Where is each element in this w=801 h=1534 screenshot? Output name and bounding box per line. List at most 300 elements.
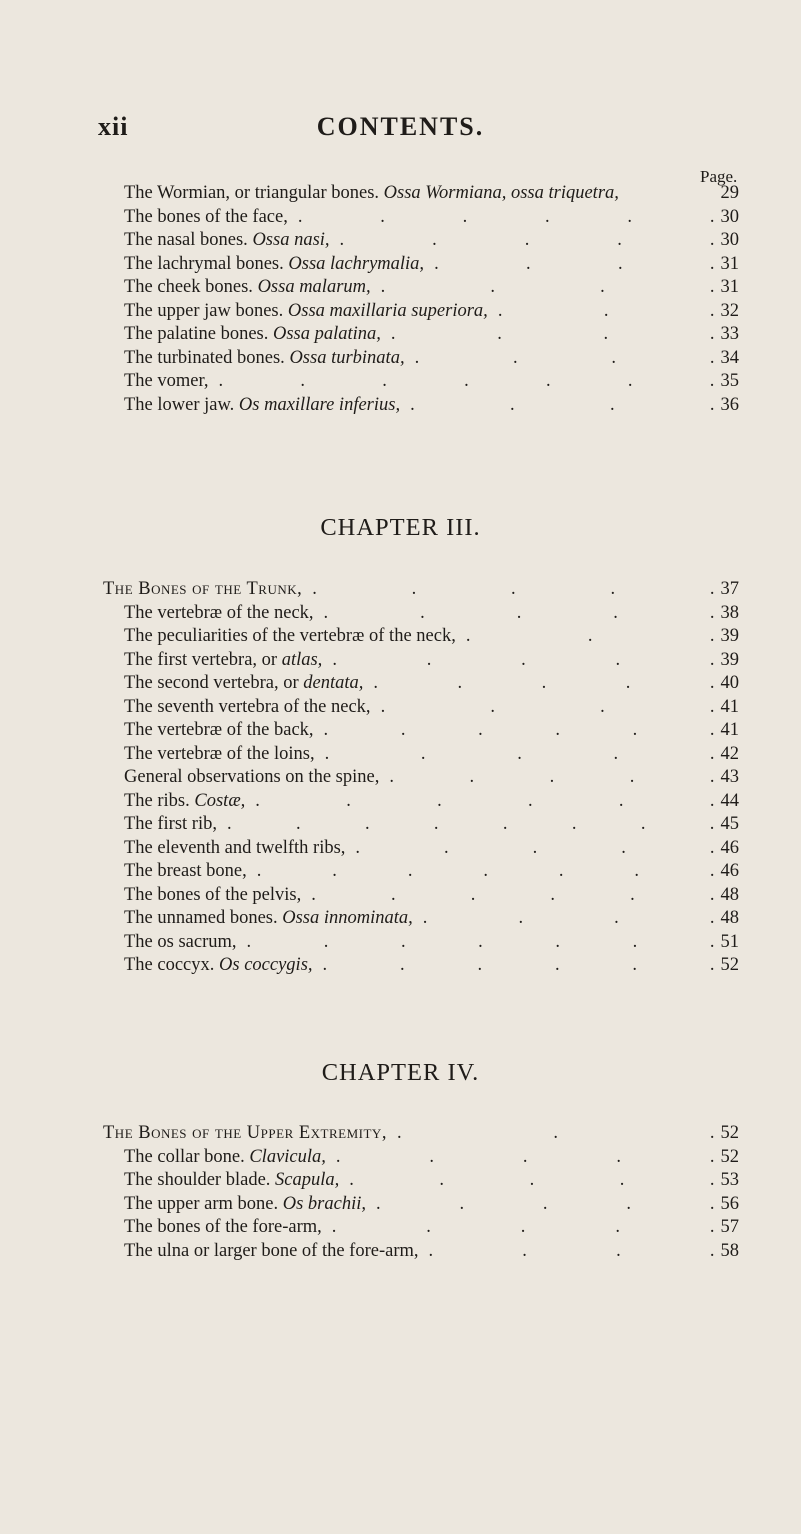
leader-dot: . — [626, 1193, 632, 1214]
contents-entry — [0, 672, 801, 696]
leader-dots — [255, 790, 714, 814]
leader-dot: . — [390, 884, 396, 905]
entry-page-number: 34 — [720, 347, 739, 368]
entry-page-number: 41 — [720, 696, 739, 717]
entry-title — [124, 860, 247, 884]
entry-title-text: The ulna or larger bone of the fore-arm, — [124, 1240, 419, 1261]
leader-dot: . — [346, 790, 351, 811]
entry-title-text: The shoulder blade. — [124, 1170, 276, 1190]
leader-dot: . — [709, 955, 715, 975]
contents-entry — [0, 300, 801, 324]
leader-dot: . — [462, 206, 468, 227]
leader-dots — [373, 672, 714, 696]
leader-dot: . — [400, 931, 406, 952]
leader-dot: . — [542, 1193, 548, 1214]
leader-dot: . — [429, 1146, 435, 1167]
entry-page-number: 42 — [720, 743, 739, 764]
leader-dot: . — [227, 814, 232, 834]
leader-dot: . — [546, 371, 551, 391]
entry-page-number: 48 — [720, 884, 739, 905]
leader-dot: . — [709, 814, 715, 834]
entry-title — [124, 602, 314, 626]
leader-dot: . — [709, 837, 715, 858]
contents-entry — [0, 813, 801, 837]
leader-dot: . — [339, 230, 345, 250]
entry-latin-name: Ossa palatina, — [272, 324, 381, 344]
leader-dot: . — [709, 1217, 715, 1237]
leader-dot: . — [627, 206, 633, 227]
entry-title-text: The lachrymal bones. — [124, 253, 289, 274]
leader-dot: . — [532, 837, 538, 858]
entry-page-number: 43 — [720, 767, 739, 787]
entry-page-number: 37 — [720, 579, 739, 599]
leader-dot: . — [603, 300, 609, 321]
leader-dot: . — [709, 277, 715, 297]
leader-dots — [355, 837, 714, 861]
leader-dots — [219, 370, 715, 394]
contents-section-chapter-3 — [0, 578, 801, 978]
entry-title — [124, 300, 488, 324]
leader-dot: . — [709, 1170, 715, 1190]
leader-dot: . — [709, 790, 715, 811]
entry-page-number: 33 — [720, 324, 739, 344]
leader-dot: . — [632, 720, 638, 740]
entry-title-text: The nasal bones. — [124, 230, 253, 250]
leader-dot: . — [709, 206, 715, 227]
leader-dot: . — [709, 720, 715, 740]
entry-title — [124, 206, 288, 230]
leader-dot: . — [524, 230, 530, 250]
leader-dot: . — [428, 1240, 434, 1261]
leader-dots — [332, 649, 714, 673]
contents-entry — [0, 649, 801, 673]
leader-dot: . — [478, 931, 483, 952]
leader-dots — [391, 323, 715, 347]
entry-page-number: 51 — [720, 931, 739, 952]
leader-dot: . — [709, 253, 715, 274]
entry-title-text: The vomer, — [124, 371, 209, 391]
entry-page-number: 31 — [720, 277, 739, 297]
contents-entry — [0, 625, 801, 649]
entry-title — [124, 370, 209, 394]
leader-dot: . — [516, 602, 522, 623]
leader-dot: . — [709, 602, 715, 623]
entry-title-text: The ribs. — [124, 790, 195, 811]
leader-dot: . — [610, 579, 616, 599]
leader-dot: . — [522, 1146, 528, 1167]
leader-dot: . — [517, 743, 522, 764]
entry-title — [124, 276, 371, 300]
entry-title-text: The upper arm bone. — [124, 1193, 283, 1214]
leader-dot: . — [255, 790, 260, 811]
entry-title-text: The vertebræ of the neck, — [124, 602, 314, 623]
leader-dot: . — [709, 579, 715, 599]
leader-dot: . — [311, 884, 316, 905]
leader-dots — [397, 1122, 715, 1146]
leader-dot: . — [464, 371, 469, 391]
leader-dot: . — [545, 206, 550, 227]
contents-entry — [0, 182, 801, 206]
entry-latin-name: Os brachii, — [282, 1193, 366, 1214]
entry-latin-name: Clavicula, — [249, 1146, 326, 1167]
entry-page-number: 35 — [720, 371, 739, 391]
contents-heading-row — [0, 1122, 801, 1146]
leader-dot: . — [709, 1146, 715, 1167]
leader-dot: . — [709, 884, 715, 905]
leader-dots — [247, 931, 715, 955]
entry-page-number: 30 — [720, 230, 739, 250]
entry-title — [124, 813, 217, 837]
entry-title-text: The bones of the fore-arm, — [124, 1217, 322, 1237]
contents-entry — [0, 860, 801, 884]
leader-dots — [389, 766, 714, 790]
leader-dot: . — [611, 347, 617, 368]
leader-dot: . — [709, 300, 715, 321]
entry-page-number: 40 — [720, 673, 739, 693]
leader-dot: . — [459, 1193, 465, 1214]
leader-dot: . — [470, 884, 476, 905]
leader-dot: . — [312, 579, 317, 599]
entry-page-number: 30 — [720, 206, 739, 227]
leader-dots — [312, 578, 714, 602]
contents-entry — [0, 394, 801, 418]
leader-dot: . — [526, 253, 531, 274]
contents-section-bones-of-head — [0, 182, 801, 417]
leader-dot: . — [335, 1146, 341, 1167]
leader-dot: . — [502, 814, 508, 834]
entry-page-number: 56 — [720, 1193, 739, 1214]
leader-dot: . — [615, 1217, 620, 1237]
leader-dot: . — [422, 908, 428, 928]
contents-entry — [0, 743, 801, 767]
entry-title-text: The palatine bones. — [124, 324, 273, 344]
entry-page-number: 38 — [720, 602, 739, 623]
contents-entry — [0, 766, 801, 790]
entry-title — [124, 719, 314, 743]
leader-dots — [311, 884, 714, 908]
leader-dot: . — [709, 626, 715, 646]
leader-dots — [324, 719, 715, 743]
contents-entry — [0, 1240, 801, 1264]
leader-dot: . — [518, 908, 524, 928]
leader-dot: . — [400, 720, 406, 740]
entry-title — [124, 696, 371, 720]
leader-dot: . — [380, 206, 385, 227]
leader-dot: . — [616, 1146, 621, 1167]
leader-dot: . — [380, 696, 386, 717]
leader-dot: . — [709, 861, 715, 881]
leader-dot: . — [433, 814, 439, 834]
leader-dot: . — [629, 767, 635, 787]
leader-dot: . — [297, 206, 303, 227]
leader-dot: . — [520, 1217, 526, 1237]
leader-dot: . — [483, 861, 488, 881]
leader-dot: . — [400, 955, 405, 975]
entry-latin-name: Ossa innominata, — [282, 908, 413, 928]
leader-dots — [498, 300, 715, 324]
leader-dot: . — [613, 743, 619, 764]
leader-dot: . — [709, 1240, 715, 1261]
entry-title — [124, 1193, 366, 1217]
leader-dot: . — [426, 1217, 431, 1237]
leader-dot: . — [444, 837, 449, 858]
entry-title — [124, 625, 456, 649]
entry-page-number: 32 — [720, 300, 739, 321]
entry-title-text: The coccyx. — [124, 955, 220, 975]
leader-dot: . — [410, 394, 415, 415]
leader-dots — [376, 1193, 715, 1217]
entry-page-number: 39 — [720, 649, 739, 670]
leader-dot: . — [373, 673, 379, 693]
leader-dot: . — [324, 743, 330, 764]
leader-dot: . — [510, 394, 515, 415]
entry-title-text: The bones of the face, — [124, 206, 288, 227]
contents-entry — [0, 837, 801, 861]
entry-title-text: The turbinated bones. — [124, 347, 290, 368]
leader-dot: . — [709, 347, 715, 368]
entry-title — [124, 1216, 322, 1240]
entry-title — [124, 182, 619, 206]
entry-title — [124, 884, 301, 908]
page-column-label: Page. — [700, 167, 738, 186]
entry-title — [124, 1146, 326, 1170]
leader-dots — [415, 347, 715, 371]
entry-latin-name: Ossa maxillaria superiora, — [287, 300, 488, 321]
entry-page-number: 46 — [720, 837, 739, 858]
entry-title-text: The os sacrum, — [124, 931, 237, 952]
page-header — [0, 112, 801, 152]
entry-latin-name: Ossa lachrymalia, — [288, 253, 425, 274]
entry-page-number: 45 — [720, 814, 739, 834]
leader-dot: . — [627, 371, 633, 391]
leader-dot: . — [323, 720, 329, 740]
leader-dot: . — [709, 743, 715, 764]
leader-dot: . — [634, 861, 639, 881]
entry-title-text: The collar bone. — [124, 1146, 250, 1167]
leader-dot: . — [469, 767, 475, 787]
leader-dot: . — [322, 955, 328, 975]
leader-dot: . — [396, 1123, 402, 1143]
leader-dot: . — [513, 347, 518, 368]
leader-dot: . — [554, 955, 560, 975]
leader-dot: . — [457, 673, 463, 693]
entry-latin-name: Os maxillare inferius, — [238, 394, 401, 415]
leader-dot: . — [382, 371, 387, 391]
leader-dot: . — [630, 884, 635, 905]
entry-title — [124, 766, 379, 790]
leader-dots — [349, 1169, 714, 1193]
leader-dot: . — [390, 324, 396, 344]
leader-dot: . — [709, 908, 715, 928]
leader-dot: . — [478, 720, 483, 740]
leader-dot: . — [553, 1123, 559, 1143]
leader-dot: . — [609, 394, 615, 415]
entry-page-number: 52 — [720, 1123, 739, 1143]
entry-latin-name: Ossa turbinata, — [289, 347, 405, 368]
entry-latin-name: Ossa Wormiana, ossa triquetra, — [383, 183, 619, 203]
entry-page-number: 39 — [720, 626, 739, 646]
contents-entry — [0, 954, 801, 978]
leader-dot: . — [614, 908, 619, 928]
entry-title — [124, 931, 237, 955]
leader-dot: . — [615, 649, 621, 670]
leader-dot: . — [380, 277, 386, 297]
entry-title-text: The bones of the pelvis, — [124, 884, 302, 905]
entry-title — [124, 672, 363, 696]
leader-dots — [298, 206, 715, 230]
chapter-3-title: CHAPTER III. — [320, 514, 481, 541]
entry-latin-name: Os coccygis, — [219, 955, 313, 975]
entry-title — [124, 347, 405, 371]
leader-dot: . — [709, 1193, 715, 1214]
entry-title-text: General observations on the spine, — [124, 767, 380, 787]
leader-dot: . — [549, 767, 555, 787]
entry-title-text: The eleventh and twelfth ribs, — [124, 837, 346, 858]
leader-dot: . — [295, 814, 301, 834]
leader-dot: . — [541, 673, 547, 693]
entry-title — [124, 837, 345, 861]
leader-dot: . — [414, 347, 420, 368]
entry-title — [124, 1169, 339, 1193]
leader-dot: . — [407, 861, 413, 881]
contents-entry — [0, 347, 801, 371]
leader-dots — [381, 696, 715, 720]
leader-dot: . — [439, 1170, 445, 1190]
leader-dots — [381, 276, 715, 300]
leader-dot: . — [709, 696, 715, 717]
entry-title — [124, 649, 322, 673]
leader-dot: . — [375, 1193, 381, 1214]
contents-entry — [0, 323, 801, 347]
leader-dot: . — [497, 324, 502, 344]
entry-page-number: 46 — [720, 861, 739, 881]
entry-title — [103, 1122, 387, 1146]
entry-title-text: The cheek bones. — [124, 277, 258, 297]
leader-dots — [466, 625, 715, 649]
entry-latin-name: Scapula, — [275, 1170, 340, 1190]
leader-dot: . — [709, 1123, 715, 1143]
entry-latin-name: atlas, — [281, 649, 323, 670]
contents-entry — [0, 276, 801, 300]
leader-dot: . — [437, 790, 442, 811]
entry-title-text: The lower jaw. — [124, 394, 239, 415]
entry-title — [124, 1240, 419, 1264]
leader-dot: . — [621, 837, 626, 858]
leader-dot: . — [558, 861, 564, 881]
entry-page-number: 52 — [720, 1146, 739, 1167]
contents-entry — [0, 1216, 801, 1240]
leader-dots — [434, 253, 714, 277]
contents-heading-row — [0, 578, 801, 602]
contents-entry — [0, 790, 801, 814]
entry-page-number: 52 — [720, 955, 739, 975]
leader-dot: . — [522, 1240, 527, 1261]
entry-title — [124, 954, 313, 978]
leader-dots — [336, 1146, 715, 1170]
leader-dot: . — [521, 649, 526, 670]
leader-dot: . — [550, 884, 556, 905]
leader-dots — [323, 954, 715, 978]
leader-dot: . — [364, 814, 370, 834]
contents-entry — [0, 719, 801, 743]
entry-latin-name: Ossa malarum, — [257, 277, 371, 297]
leader-dot: . — [617, 230, 622, 250]
leader-dot: . — [571, 814, 577, 834]
leader-dots — [423, 907, 715, 931]
leader-dot: . — [389, 767, 394, 787]
leader-dots — [410, 394, 714, 418]
leader-dot: . — [426, 649, 432, 670]
leader-dot: . — [587, 626, 593, 646]
leader-dot: . — [497, 300, 503, 321]
leader-dot: . — [331, 1217, 337, 1237]
contents-entry — [0, 884, 801, 908]
entry-title — [124, 229, 330, 253]
entry-page-number: 36 — [720, 394, 739, 415]
entry-page-number: 48 — [720, 908, 739, 928]
entry-page-number: 41 — [720, 720, 739, 740]
entry-title — [124, 907, 413, 931]
entry-title-text: The upper jaw bones. — [124, 300, 288, 321]
leader-dot: . — [432, 230, 437, 250]
entry-title-text: The first rib, — [124, 814, 217, 834]
leader-dots — [227, 813, 715, 837]
entry-title — [124, 394, 400, 418]
leader-dot: . — [625, 673, 631, 693]
leader-dot: . — [349, 1170, 354, 1190]
entry-title-text: The unnamed bones. — [124, 908, 283, 928]
entry-page-number: 44 — [720, 790, 739, 811]
entry-title-text: The Bones of the Upper Extremity, — [103, 1123, 387, 1143]
leader-dot: . — [709, 931, 715, 952]
entry-title-text: The peculiarities of the vertebræ of the neck, — [124, 626, 456, 646]
leader-dot: . — [616, 1240, 621, 1261]
chapter-4-title: CHAPTER IV. — [321, 1059, 480, 1086]
leader-dot: . — [323, 931, 329, 952]
leader-dots — [325, 743, 715, 767]
leader-dot: . — [709, 394, 715, 415]
leader-dots — [340, 229, 715, 253]
entry-title — [103, 578, 302, 602]
contents-entry — [0, 602, 801, 626]
leader-dot: . — [528, 790, 533, 811]
contents-entry — [0, 1193, 801, 1217]
leader-dot: . — [477, 955, 483, 975]
contents-entry — [0, 229, 801, 253]
entry-latin-name: Costæ, — [194, 790, 246, 811]
entry-title-text: The first vertebra, or — [124, 649, 282, 670]
entry-latin-name: dentata, — [303, 673, 364, 693]
leader-dot: . — [709, 371, 715, 391]
leader-dot: . — [555, 931, 561, 952]
contents-entry — [0, 370, 801, 394]
leader-dot: . — [632, 931, 638, 952]
leader-dot: . — [355, 837, 361, 858]
leader-dot: . — [434, 253, 439, 274]
contents-entry — [0, 253, 801, 277]
leader-dot: . — [218, 371, 224, 391]
leader-dot: . — [709, 230, 715, 250]
leader-dot: . — [332, 861, 337, 881]
leader-dot: . — [618, 790, 624, 811]
folio-number: xii — [98, 112, 129, 141]
leader-dot: . — [300, 371, 306, 391]
leader-dot: . — [709, 673, 715, 693]
entry-title-text: The breast bone, — [124, 861, 247, 881]
leader-dot: . — [709, 649, 715, 670]
leader-dot: . — [246, 931, 252, 952]
entry-title-text: The Bones of the Trunk, — [103, 579, 303, 599]
